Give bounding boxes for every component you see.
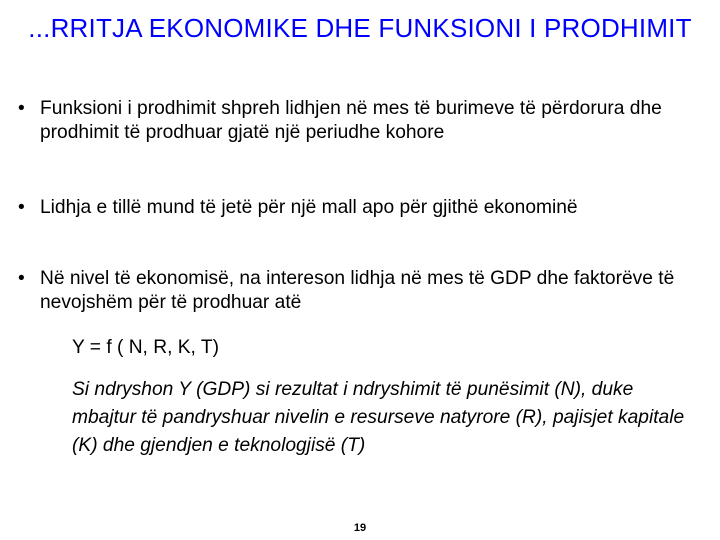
slide-title: ...RRITJA EKONOMIKE DHE FUNKSIONI I PRODHIMIT [28, 13, 692, 43]
bullet-icon: • [18, 98, 25, 119]
bullet-text: Funksioni i prodhimit shpreh lidhjen në mes të burimeve të përdorura dhe prodhimit të prodhuar gjatë një periudhe kohore [40, 98, 662, 143]
production-function-formula: Y = f ( N, R, K, T) [72, 337, 219, 358]
bullet-icon: • [18, 268, 25, 289]
formula-explanation: Si ndryshon Y (GDP) si rezultat i ndryshimit të punësimit (N), duke mbajtur të pandryshuar nivelin e resurseve natyrore (R), pajisjet kapitale (K) dhe gjendjen e teknologjisë (T) [72, 379, 685, 456]
bullet-item [18, 267, 708, 315]
bullet-icon: • [18, 197, 25, 218]
bullet-text: Lidhja e tillë mund të jetë për një mall apo për gjithë ekonominë [40, 197, 578, 218]
bullet-item [18, 196, 708, 220]
bullet-item [18, 97, 708, 145]
page-number: 19 [353, 522, 367, 534]
bullet-text: Në nivel të ekonomisë, na intereson lidhja në mes të GDP dhe faktorëve të nevojshëm për të prodhuar atë [40, 268, 675, 313]
